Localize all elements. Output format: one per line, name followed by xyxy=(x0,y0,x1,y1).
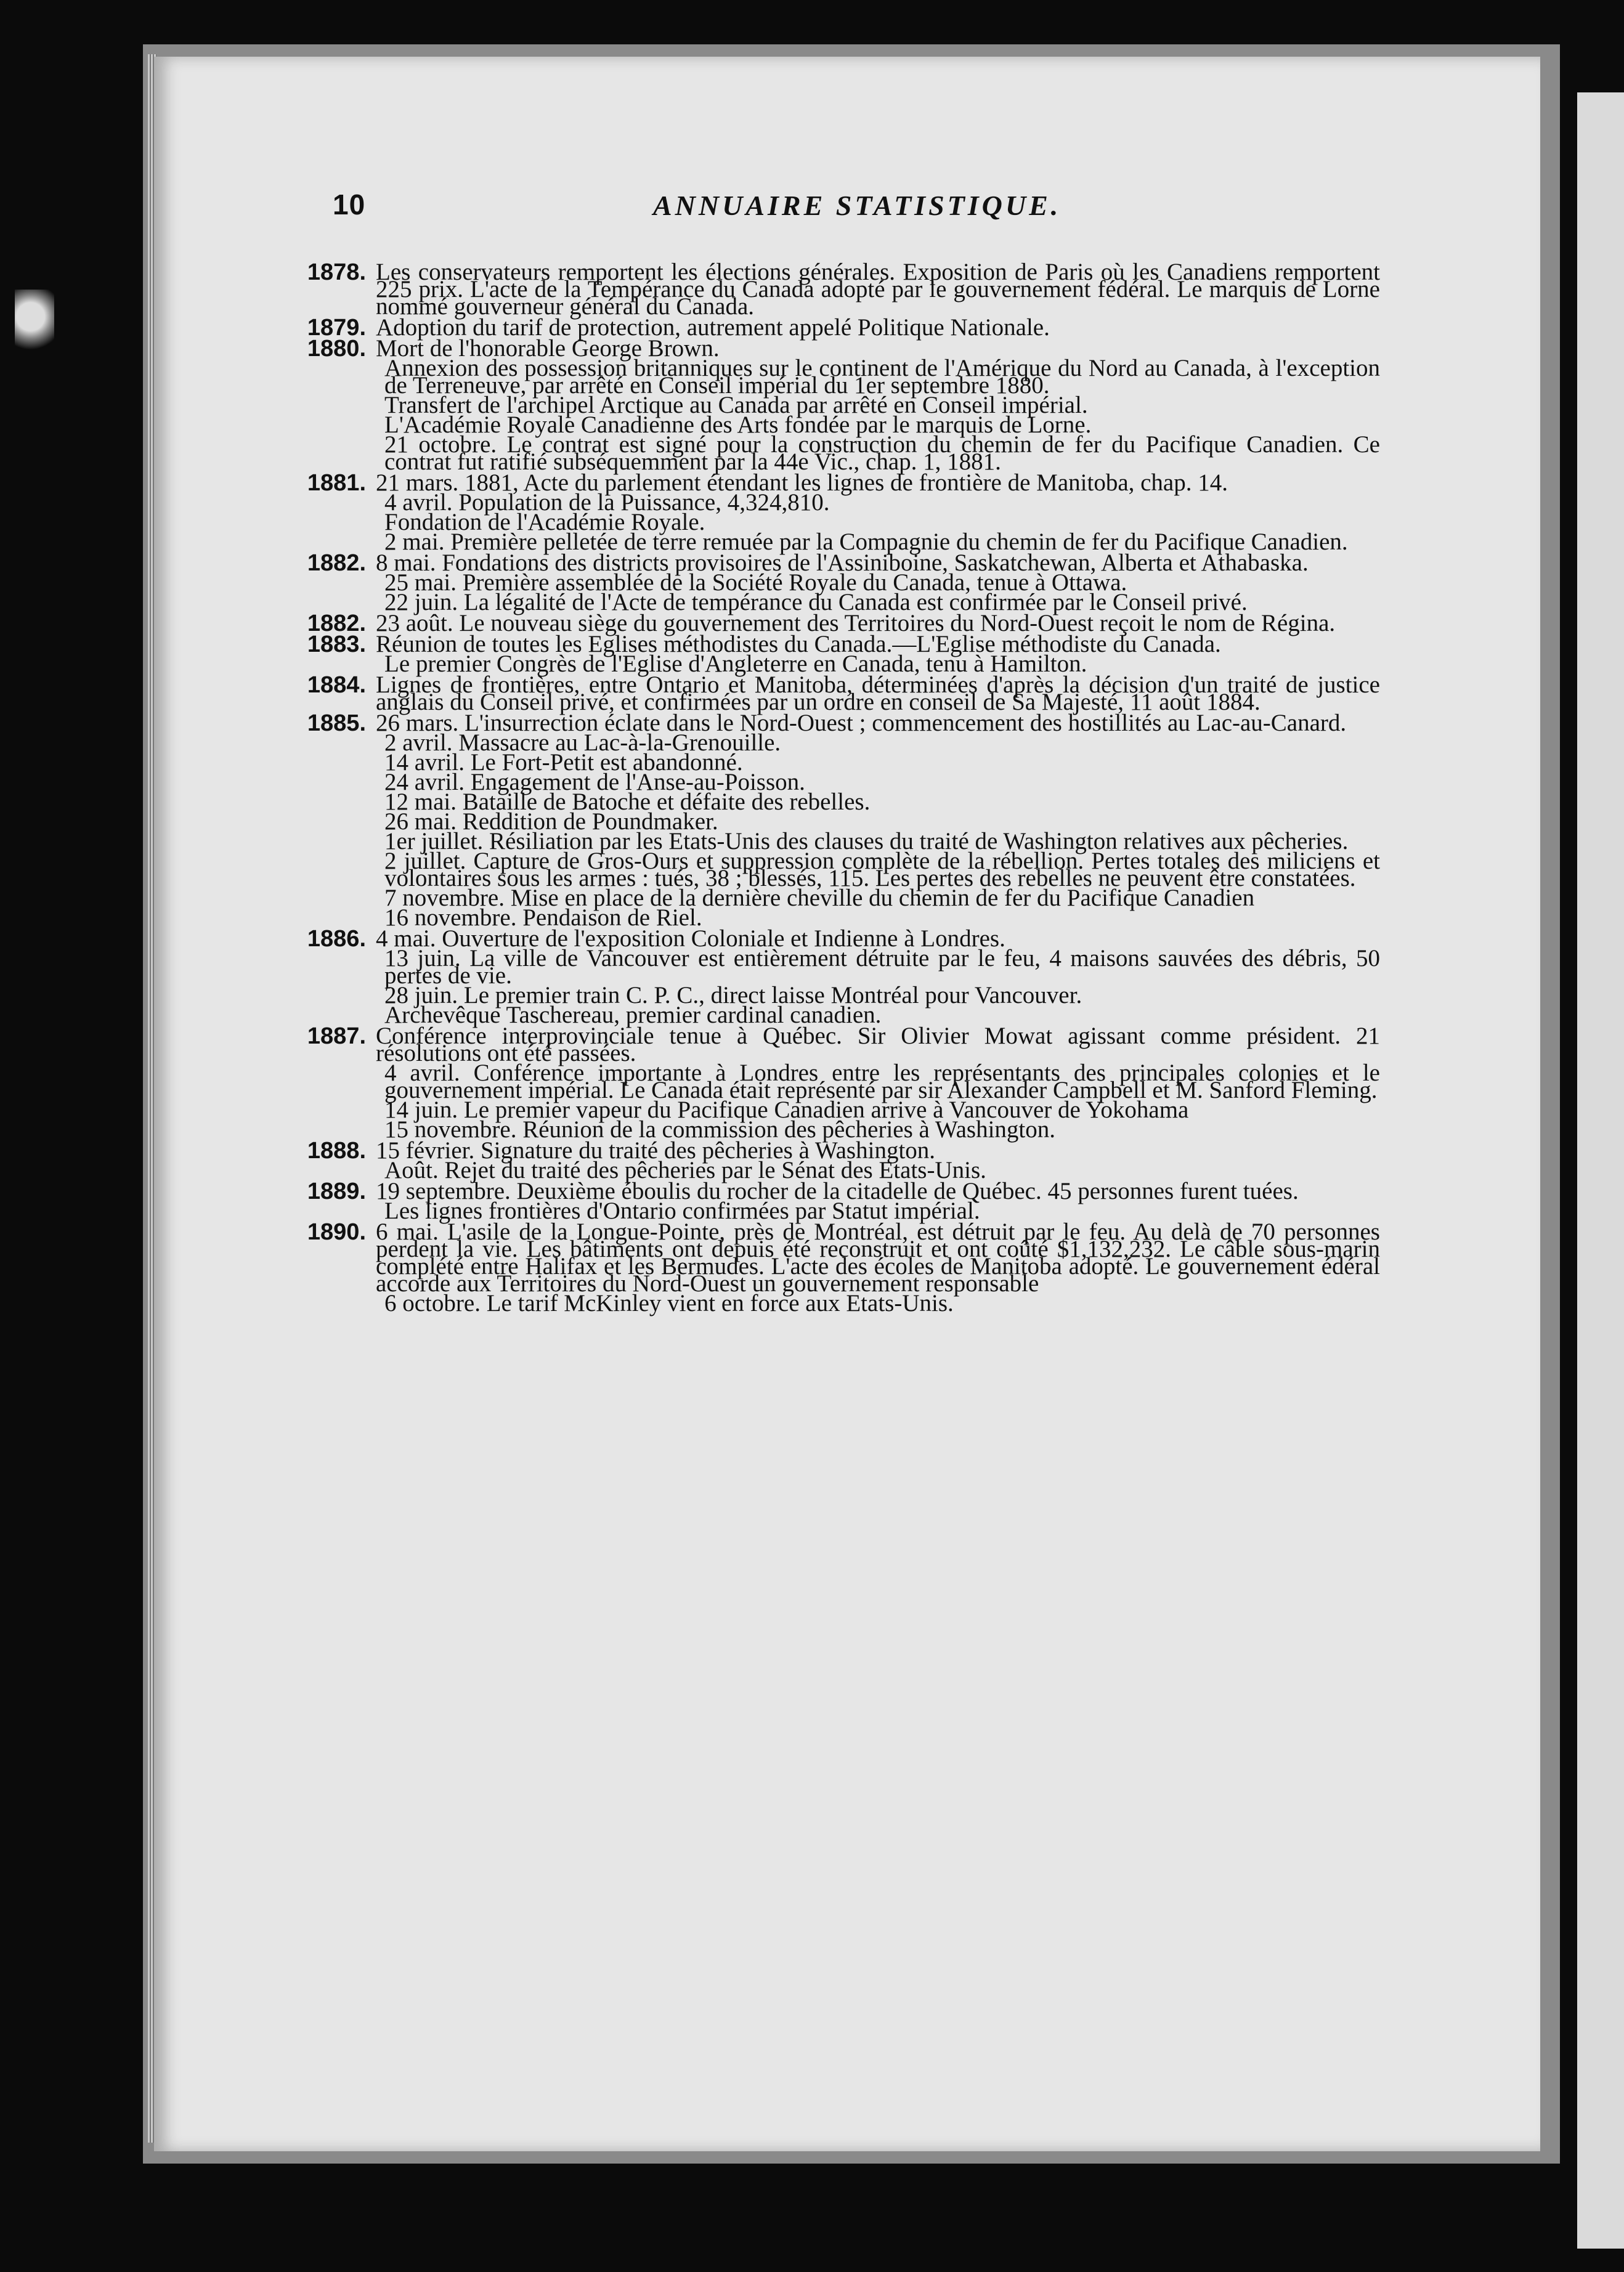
entry-year xyxy=(290,1203,376,1220)
chronology-entry xyxy=(290,1157,1380,1183)
entry-text: 2 mai. Première pelletée de terre remuée par la Compagnie du chemin de fer du Pacifique Canadien. xyxy=(384,529,1348,555)
entry-year xyxy=(290,1102,376,1119)
entry-year: 1890. xyxy=(307,1219,366,1245)
chronology-entry xyxy=(290,610,1380,636)
entry-year xyxy=(290,1162,376,1179)
entry-year xyxy=(290,1065,376,1099)
entry-year xyxy=(290,774,376,791)
entry-text: 26 mai. Reddition de Poundmaker. xyxy=(384,808,718,835)
entry-text: Le premier Congrès de l'Eglise d'Angleterre en Canada, tenu à Hamilton. xyxy=(384,651,1087,677)
chronology-entry xyxy=(290,904,1380,931)
entry-year xyxy=(290,987,376,1004)
entry-year xyxy=(290,594,376,611)
entry-text: Adoption du tarif de protection, autrement appelé Politique Nationale. xyxy=(376,314,1050,341)
entry-year: 1888. xyxy=(307,1138,366,1164)
entry-year: 1882. xyxy=(307,550,366,576)
chronology-entry xyxy=(290,945,1380,989)
chronology-entry xyxy=(290,529,1380,555)
entry-text: 28 juin. Le premier train C. P. C., direct laisse Montréal pour Vancouver. xyxy=(384,982,1082,1008)
entry-text: Fondation de l'Académie Royale. xyxy=(384,509,705,535)
entry-text: 23 août. Le nouveau siège du gouvernement des Territoires du Nord-Ouest reçoit le nom de Régina. xyxy=(376,610,1336,636)
entry-text: 25 mai. Première assemblée de la Société Royale du Canada, tenue à Ottawa. xyxy=(384,569,1127,596)
entry-text: 4 avril. Population de la Puissance, 4,324,810. xyxy=(384,489,830,516)
entry-year xyxy=(290,950,376,984)
entry-year xyxy=(290,909,376,927)
entry-year xyxy=(290,397,376,414)
entry-text: 21 mars. 1881, Acte du parlement étendant les lignes de frontière de Manitoba, chap. 14. xyxy=(376,469,1228,496)
entry-text: Conférence interprovinciale tenue à Québec. Sir Olivier Mowat agissant comme président. 21 résolutions ont été passées. xyxy=(376,1023,1380,1066)
entry-year: 1881. xyxy=(307,470,366,496)
chronology-entry xyxy=(290,848,1380,891)
entry-text: 2 juillet. Capture de Gros-Ours et suppression complète de la rébellion. Pertes totales des miliciens et volontaires sous les armes : tués, 38 ; blessés, 115. Les pertes des rebelles ne peuvent être constatées. xyxy=(384,848,1380,891)
entry-year xyxy=(290,574,376,591)
chronology-entry xyxy=(290,1290,1380,1317)
chronology-entry xyxy=(290,1116,1380,1143)
entry-text: Transfert de l'archipel Arctique au Canada par arrêté en Conseil impérial. xyxy=(384,392,1088,418)
entry-year: 1883. xyxy=(307,631,366,657)
entry-text: 22 juin. La légalité de l'Acte de tempérance du Canada est confirmée par le Conseil privé. xyxy=(384,589,1248,615)
entry-text: 15 février. Signature du traité des pêcheries à Washington. xyxy=(376,1137,936,1164)
entry-year: 1884. xyxy=(307,672,366,698)
entry-text: 21 octobre. Le contrat est signé pour la construction du chemin de fer du Pacifique Canadien. Ce contrat fut ratifié subséquemment par la 44e Vic., chap. 1, 1881. xyxy=(384,431,1380,475)
entry-year: 1879. xyxy=(307,315,366,341)
chronology-entry xyxy=(290,1219,1380,1297)
chronology-entry xyxy=(290,589,1380,615)
chronology-entry xyxy=(290,355,1380,399)
entry-text: 26 mars. L'insurrection éclate dans le Nord-Ouest ; commencement des hostillités au Lac-au-Canard. xyxy=(376,710,1347,736)
entry-text: 4 avril. Conférence importante à Londres entre les représentants des principales colonies et le gouvernement impérial. Le Canada était représenté par sir Alexander Campbell et M. Sanford Fleming. xyxy=(384,1060,1380,1103)
entry-year xyxy=(290,1007,376,1024)
entry-text: Archevêque Taschereau, premier cardinal canadien. xyxy=(384,1002,882,1028)
chronology-entry xyxy=(290,259,1380,320)
chronology-entry xyxy=(290,314,1380,341)
entry-year xyxy=(290,813,376,830)
running-title: ANNUAIRE STATISTIQUE. xyxy=(653,190,1062,221)
chronology-entry xyxy=(290,1023,1380,1066)
entry-text: 13 juin. La ville de Vancouver est entièrement détruite par le feu, 4 maisons sauvées des débris, 50 pertes de vie. xyxy=(384,945,1380,989)
chronology-entry xyxy=(290,671,1380,715)
entry-year xyxy=(290,833,376,850)
entry-year xyxy=(290,853,376,887)
entry-text: 2 avril. Massacre au Lac-à-la-Grenouille. xyxy=(384,729,781,756)
entry-year xyxy=(290,1121,376,1138)
entry-year xyxy=(290,793,376,811)
entry-text: Annexion des possession britanniques sur le continent de l'Amérique du Nord au Canada, à l'exception de Terreneuve, par arrêté en Conseil impérial du 1er septembre 1880. xyxy=(384,355,1380,399)
entry-text: 6 mai. L'asile de la Longue-Pointe, près de Montréal, est détruit par le feu. Au delà de 70 personnes perdent la vie. Les bâtiments ont depuis été reconstruit et ont coûté $1,132,232. Le câble sous-marin complété entre Halifax et les Bermudes. L'acte des écoles de Manitoba adopté. Le gouvernement édéral accorde aux Territoires du Nord-Ouest un gouvernement responsable xyxy=(376,1219,1380,1297)
entry-year: 1880. xyxy=(307,336,366,362)
entry-text: 24 avril. Engagement de l'Anse-au-Poisson. xyxy=(384,769,805,795)
entry-text: Les conservateurs remportent les élections générales. Exposition de Paris où les Canadiens remportent 225 prix. L'acte de la Tempérance du Canada adopté par le gouvernement fédéral. Le marquis de Lorne nommé gouverneur général du Canada. xyxy=(376,259,1380,320)
entry-year: 1889. xyxy=(307,1179,366,1204)
entry-text: 8 mai. Fondations des districts provisoires de l'Assiniboine, Saskatchewan, Alberta et Athabaska. xyxy=(376,550,1309,576)
entry-year xyxy=(290,734,376,752)
chronology-list xyxy=(290,260,1380,1315)
entry-year xyxy=(290,754,376,771)
entry-text: 7 novembre. Mise en place de la dernière cheville du chemin de fer du Pacifique Canadien xyxy=(384,885,1255,911)
entry-text: Août. Rejet du traité des pêcheries par le Sénat des Etats-Unis. xyxy=(384,1157,986,1183)
entry-year xyxy=(290,655,376,673)
entry-year: 1878. xyxy=(307,259,366,285)
entry-year: 1885. xyxy=(307,710,366,736)
entry-text: 1er juillet. Résiliation par les Etats-Unis des clauses du traité de Washington relatives aux pêcheries. xyxy=(384,828,1349,854)
entry-year xyxy=(290,1295,376,1312)
entry-text: 4 mai. Ouverture de l'exposition Coloniale et Indienne à Londres. xyxy=(376,925,1005,952)
page-number: 10 xyxy=(333,189,366,221)
entry-text: 14 juin. Le premier vapeur du Pacifique Canadien arrive à Vancouver de Yokohama xyxy=(384,1097,1189,1123)
entry-year xyxy=(290,436,376,471)
entry-text: 6 octobre. Le tarif McKinley vient en force aux Etats-Unis. xyxy=(384,1290,954,1317)
entry-text: 19 septembre. Deuxième éboulis du rocher de la citadelle de Québec. 45 personnes furent tuées. xyxy=(376,1178,1299,1204)
entry-year xyxy=(290,360,376,394)
chronology-entry xyxy=(290,1002,1380,1028)
chronology-entry xyxy=(290,651,1380,677)
entry-text: Lignes de frontières, entre Ontario et Manitoba, déterminées d'après la décision d'un traité de justice anglais du Conseil privé, et confirmées par un ordre en conseil de Sa Majesté, 11 août 1884. xyxy=(376,671,1380,715)
chronology-entry xyxy=(290,1060,1380,1103)
entry-year xyxy=(290,416,376,434)
entry-text: L'Académie Royale Canadienne des Arts fondée par le marquis de Lorne. xyxy=(384,412,1092,438)
entry-year xyxy=(290,514,376,531)
entry-text: 15 novembre. Réunion de la commission des pêcheries à Washington. xyxy=(384,1116,1055,1143)
entry-text: 12 mai. Bataille de Batoche et défaite des rebelles. xyxy=(384,789,871,815)
entry-year: 1886. xyxy=(307,926,366,952)
page-header xyxy=(333,188,1380,231)
entry-text: 14 avril. Le Fort-Petit est abandonné. xyxy=(384,749,743,776)
entry-text: Mort de l'honorable George Brown. xyxy=(376,335,720,362)
entry-text: 16 novembre. Pendaison de Riel. xyxy=(384,904,702,931)
adjacent-page-strip xyxy=(1577,92,1624,2249)
scan-speck xyxy=(15,290,54,357)
chronology-entry xyxy=(290,431,1380,475)
entry-text: Les lignes frontières d'Ontario confirmées par Statut impérial. xyxy=(384,1198,980,1224)
entry-year: 1882. xyxy=(307,611,366,636)
entry-text: Réunion de toutes les Eglises méthodistes du Canada.—L'Eglise méthodiste du Canada. xyxy=(376,631,1221,657)
chronology-entry xyxy=(290,1198,1380,1224)
entry-year: 1887. xyxy=(307,1023,366,1049)
entry-year xyxy=(290,890,376,907)
entry-year xyxy=(290,534,376,551)
entry-year xyxy=(290,494,376,511)
